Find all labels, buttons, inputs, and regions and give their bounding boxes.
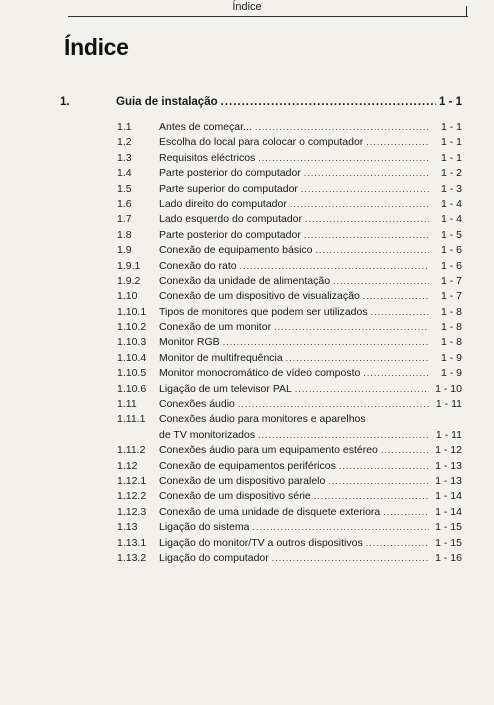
toc-entry [117,551,462,566]
toc-entry [117,166,462,181]
entry-page: 1 - 2 [440,167,462,180]
entry-number: 1.6 [117,197,132,210]
dot-leader [363,366,429,381]
dot-leader [238,397,429,412]
entry-page: 1 - 4 [440,213,462,226]
entry-page: 1 - 8 [440,336,462,349]
entry-number: 1.9.2 [117,274,141,287]
header-rule [68,16,468,17]
entry-number: 1.13.1 [117,536,147,549]
toc-entry [117,212,462,227]
entry-number: 1.12 [117,459,138,472]
toc-entry [117,366,462,381]
header-mark [466,6,467,17]
toc-entry [117,489,462,504]
toc-entry [117,228,462,243]
dot-leader [366,135,429,150]
dot-leader [371,305,429,320]
toc-entry [117,505,462,520]
entry-number: 1.10.2 [117,321,147,334]
dot-leader [328,474,429,489]
entry-number: 1.12.1 [117,474,147,487]
toc-entry [117,259,462,274]
entry-page: 1 - 9 [440,367,462,380]
entry-page: 1 - 6 [440,244,462,257]
toc-entry [117,305,462,320]
toc-entry-continuation [117,428,462,443]
dot-leader [383,505,429,520]
entry-number: 1.2 [117,136,132,149]
dot-leader [339,459,429,474]
dot-leader [252,520,429,535]
entry-label: Tipos de monitores que podem ser utilizados [159,305,368,318]
entry-label: Monitor de multifrequência [159,351,283,364]
entry-label: Lado direito do computador [159,197,287,210]
entry-label: Conexões áudio [159,398,235,411]
entry-label: Conexões áudio para monitores e aparelhos [159,413,366,426]
entry-page: 1 - 16 [435,551,462,564]
entry-page: 1 - 8 [440,305,462,318]
entry-number: 1.4 [117,167,132,180]
entry-page: 1 - 15 [435,521,462,534]
entry-label: Parte posterior do computador [159,167,301,180]
entry-label: Ligação do computador [159,551,269,564]
entry-number: 1.10.5 [117,367,147,380]
dot-leader [223,335,429,350]
chapter-page: 1 - 1 [438,96,462,108]
entry-page: 1 - 9 [440,351,462,364]
entry-label-continued: de TV monitorizados [159,428,256,441]
entry-page: 1 - 13 [435,459,462,472]
entry-page: 1 - 1 [440,151,462,164]
entry-page: 1 - 3 [440,182,462,195]
entry-number: 1.9 [117,244,132,257]
toc-entry [117,289,462,304]
entry-number: 1.10.6 [117,382,147,395]
entry-page: 1 - 6 [440,259,462,272]
entry-label: Parte posterior do computador [159,228,301,241]
entry-label: Ligação de um televisor PAL [159,382,292,395]
toc-entries [117,120,462,566]
entry-number: 1.11.2 [117,444,146,457]
toc-entry [117,135,462,150]
entry-page: 1 - 13 [435,474,462,487]
dot-leader [258,428,429,443]
entry-label: Conexão do rato [159,259,237,272]
dot-leader [305,212,429,227]
dot-leader [314,489,429,504]
entry-label: Escolha do local para colocar o computador [159,136,364,149]
dot-leader [304,228,429,243]
entry-page: 1 - 1 [440,136,462,149]
entry-page: 1 - 1 [440,121,462,133]
entry-page: 1 - 12 [435,444,462,457]
dot-leader [363,289,429,304]
toc-entry [117,243,462,258]
entry-page: 1 - 14 [435,490,462,503]
entry-label: Conexão de uma unidade de disquete exteriora [159,505,381,518]
entry-label: Conexão de equipamento básico [159,244,313,257]
entry-number: 1.10.1 [117,305,147,318]
entry-number: 1.9.1 [117,259,141,272]
dot-leader [258,151,429,166]
dot-leader [221,96,436,108]
entry-number: 1.10.3 [117,336,147,349]
entry-number: 1.11.1 [117,413,146,426]
dot-leader [366,536,429,551]
toc-entry [117,474,462,489]
entry-label: Conexão de um dispositivo série [159,490,311,503]
entry-page: 1 - 15 [435,536,462,549]
entry-label: Ligação do monitor/TV a outros dispositivos [159,536,363,549]
toc-entry [117,182,462,197]
toc-entry [117,351,462,366]
entry-page: 1 - 10 [435,382,462,395]
toc-entry [117,536,462,551]
dot-leader [304,166,429,181]
dot-leader [295,382,429,397]
entry-number: 1.8 [117,228,132,241]
entry-page: 1 - 14 [435,505,462,518]
toc-entry [117,412,462,427]
entry-label: Antes de começar... [159,121,252,133]
toc-entry [117,443,462,458]
entry-number: 1.12.2 [117,490,147,503]
entry-number: 1.5 [117,182,132,195]
entry-number: 1.3 [117,151,132,164]
entry-page: 1 - 4 [440,197,462,210]
entry-number: 1.13 [117,521,138,534]
entry-number: 1.13.2 [117,551,147,564]
running-header: Índice [232,1,262,13]
entry-label: Requisitos eléctricos [159,151,256,164]
dot-leader [301,182,429,197]
dot-leader [286,351,429,366]
toc-entry [117,459,462,474]
dot-leader [272,551,429,566]
toc-entry [117,335,462,350]
entry-number: 1.7 [117,213,132,226]
entry-label: Conexão de um monitor [159,321,272,334]
entry-label: Monitor monocromático de vídeo composto [159,367,361,380]
entry-label: Conexão da unidade de alimentação [159,274,331,287]
entry-page: 1 - 7 [440,290,462,303]
toc-entry [117,320,462,335]
entry-page: 1 - 8 [440,321,462,334]
toc-entry [117,151,462,166]
entry-label: Conexão de um dispositivo paralelo [159,474,326,487]
entry-label: Parte superior do computador [159,182,298,195]
entry-page: 1 - 5 [440,228,462,241]
dot-leader [240,259,429,274]
entry-label: Ligação do sistema [159,521,250,534]
dot-leader [255,120,429,135]
dot-leader [316,243,429,258]
chapter-label: Guia de instalação [116,96,218,108]
chapter-number: 1. [60,96,70,108]
toc-entry [117,197,462,212]
entry-label: Conexão de um dispositivo de visualização [159,290,360,303]
dot-leader [274,320,429,335]
chapter-entry [60,96,462,112]
entry-page: 1 - 7 [440,274,462,287]
entry-page: 1 - 11 [435,428,462,441]
entry-number: 1.1 [117,121,132,133]
dot-leader [290,197,429,212]
entry-number: 1.10.4 [117,351,147,364]
entry-page: 1 - 11 [435,398,462,411]
toc-entry [117,520,462,535]
dot-leader [381,443,429,458]
entry-label: Conexão de equipamentos periféricos [159,459,336,472]
entry-label: Monitor RGB [159,336,220,349]
toc-entry [117,120,462,135]
toc-entry [117,274,462,289]
page-title: Índice [64,34,129,60]
toc-entry [117,397,462,412]
toc-entry [117,382,462,397]
entry-number: 1.10 [117,290,138,303]
entry-label: Conexões áudio para um equipamento estéreo [159,444,378,457]
entry-number: 1.11 [117,398,137,411]
entry-label: Lado esquerdo do computador [159,213,303,226]
dot-leader [333,274,429,289]
entry-number: 1.12.3 [117,505,147,518]
